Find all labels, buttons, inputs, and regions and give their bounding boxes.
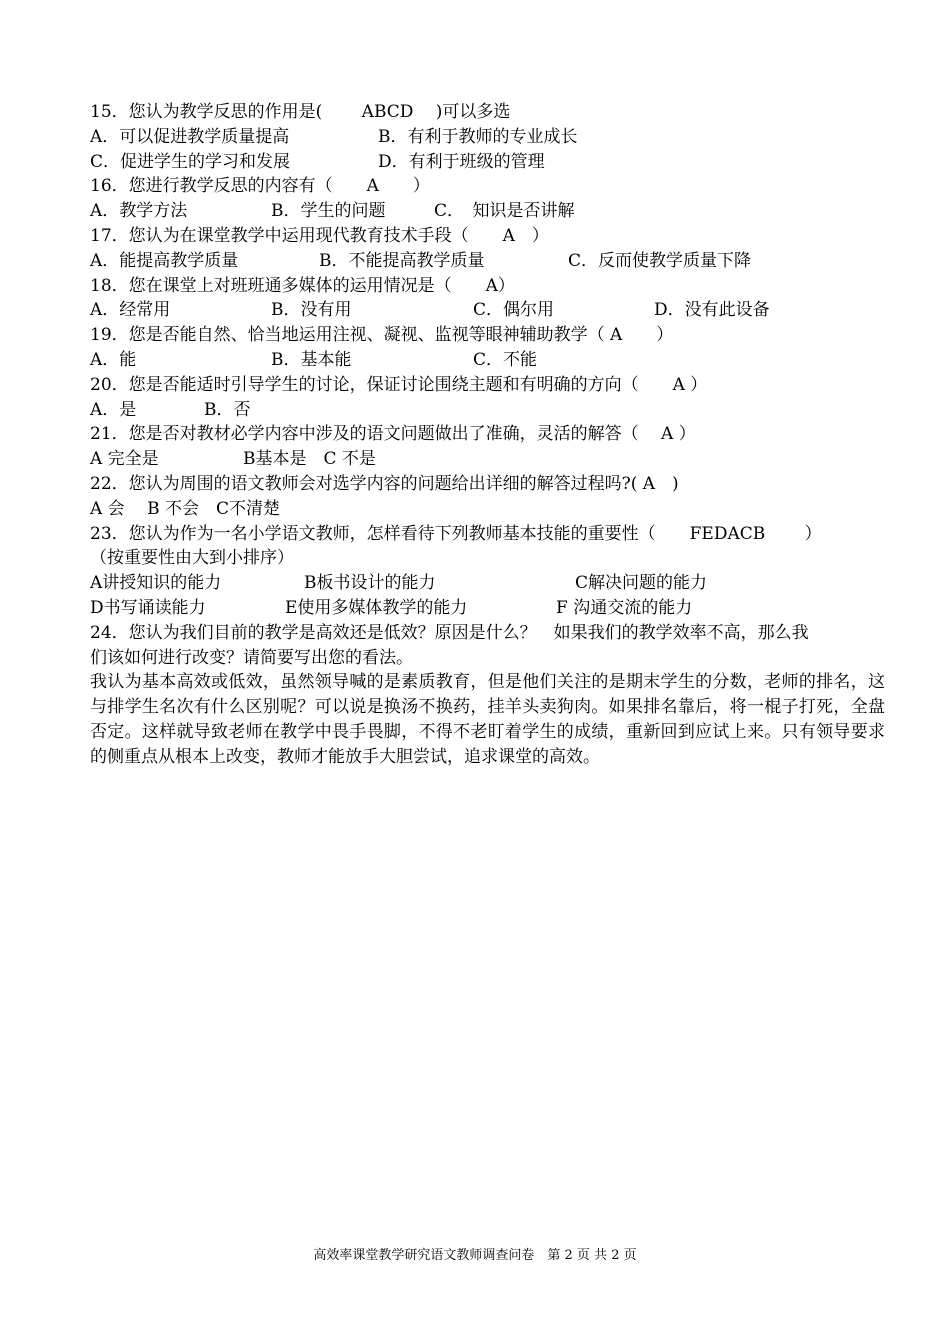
option-a: A．经常用	[90, 300, 171, 321]
option-a: A．是	[90, 399, 137, 420]
question-24-cont: 们该如何进行改变？请简要写出您的看法。	[90, 647, 413, 668]
option-a: A．可以促进教学质量提高	[90, 126, 290, 147]
option-a: A讲授知识的能力	[90, 573, 222, 594]
options-row	[90, 571, 890, 596]
options-row	[90, 298, 890, 323]
question-24: 24．您认为我们目前的教学是高效还是低效？原因是什么？ 如果我们的教学效率不高，那么我	[90, 622, 809, 643]
question-15: 15．您认为教学反思的作用是( ABCD )可以多选	[90, 102, 511, 122]
option-b: B．否	[204, 399, 251, 420]
option-c: C．反而使教学质量下降	[568, 250, 752, 271]
option-b: B．基本能	[271, 349, 352, 370]
option-d: D书写诵读能力	[90, 597, 206, 618]
questionnaire-page	[90, 100, 890, 770]
option-b: B．有利于教师的专业成长	[378, 126, 578, 147]
option-a: A．教学方法	[90, 201, 188, 222]
option-d: D．有利于班级的管理	[378, 151, 545, 172]
option-c: C．偶尔用	[473, 300, 555, 321]
options-abc: A 会 B 不会 C不清楚	[90, 498, 280, 519]
option-e: E使用多媒体教学的能力	[285, 597, 468, 618]
option-d: D．没有此设备	[654, 300, 770, 321]
options-row	[90, 150, 890, 175]
page-footer: 高效率课堂教学研究语文教师调查问卷 第 2 页 共 2 页	[313, 1248, 637, 1263]
option-f: F 沟通交流的能力	[556, 597, 693, 618]
question-21: 21．您是否对教材必学内容中涉及的语文问题做出了准确，灵活的解答（ A ）	[90, 424, 696, 445]
question-23: 23．您认为作为一名小学语文教师，怎样看待下列教师基本技能的重要性（ FEDACB ）	[90, 523, 822, 544]
options-row	[90, 398, 890, 423]
option-b: B板书设计的能力	[304, 573, 436, 594]
question-20: 20．您是否能适时引导学生的讨论，保证讨论围绕主题和有明确的方向（ A ）	[90, 374, 708, 395]
options-row	[90, 596, 890, 621]
option-b: B．不能提高教学质量	[319, 250, 485, 271]
option-a: A．能提高教学质量	[90, 250, 239, 271]
option-b: B．没有用	[271, 300, 352, 321]
option-c: C．不能	[473, 349, 538, 370]
question-18: 18．您在课堂上对班班通多媒体的运用情况是（ A）	[90, 275, 515, 296]
question-17: 17．您认为在课堂教学中运用现代教育技术手段（ A ）	[90, 225, 549, 246]
option-b: B．学生的问题	[271, 201, 386, 222]
option-c: C解决问题的能力	[575, 573, 708, 594]
option-a: A．能	[90, 349, 137, 370]
options-row	[90, 249, 890, 274]
options-row	[90, 447, 890, 472]
option-c: C．促进学生的学习和发展	[90, 151, 291, 172]
options-row	[90, 348, 890, 373]
question-23-note: （按重要性由大到小排序）	[90, 548, 294, 569]
answer-paragraph: 我认为基本高效或低效，虽然领导喊的是素质教育，但是他们关注的是期末学生的分数，老师的排名，这与排学生名次有什么区别呢？可以说是换汤不换药，挂羊头卖狗肉。如果排名靠后，将一棍子打死，全盘否定。这样就导致老师在教学中畏手畏脚，不得不老盯着学生的成绩，重新回到应试上来。只有领导要求的侧重点从根本上改变，教师才能放手大胆尝试，追求课堂的高效。	[90, 672, 885, 767]
options-row	[90, 497, 890, 522]
options-row	[90, 199, 890, 224]
question-19: 19．您是否能自然、恰当地运用注视、凝视、监视等眼神辅助教学（ A ）	[90, 325, 674, 346]
option-a: A 完全是	[90, 449, 159, 470]
options-row	[90, 125, 890, 150]
question-16: 16．您进行教学反思的内容有（ A ）	[90, 176, 430, 197]
option-b-c: B基本是 C 不是	[243, 449, 376, 470]
option-c: C． 知识是否讲解	[434, 201, 575, 222]
question-22: 22．您认为周围的语文教师会对选学内容的问题给出详细的解答过程吗?( A )	[90, 473, 679, 494]
